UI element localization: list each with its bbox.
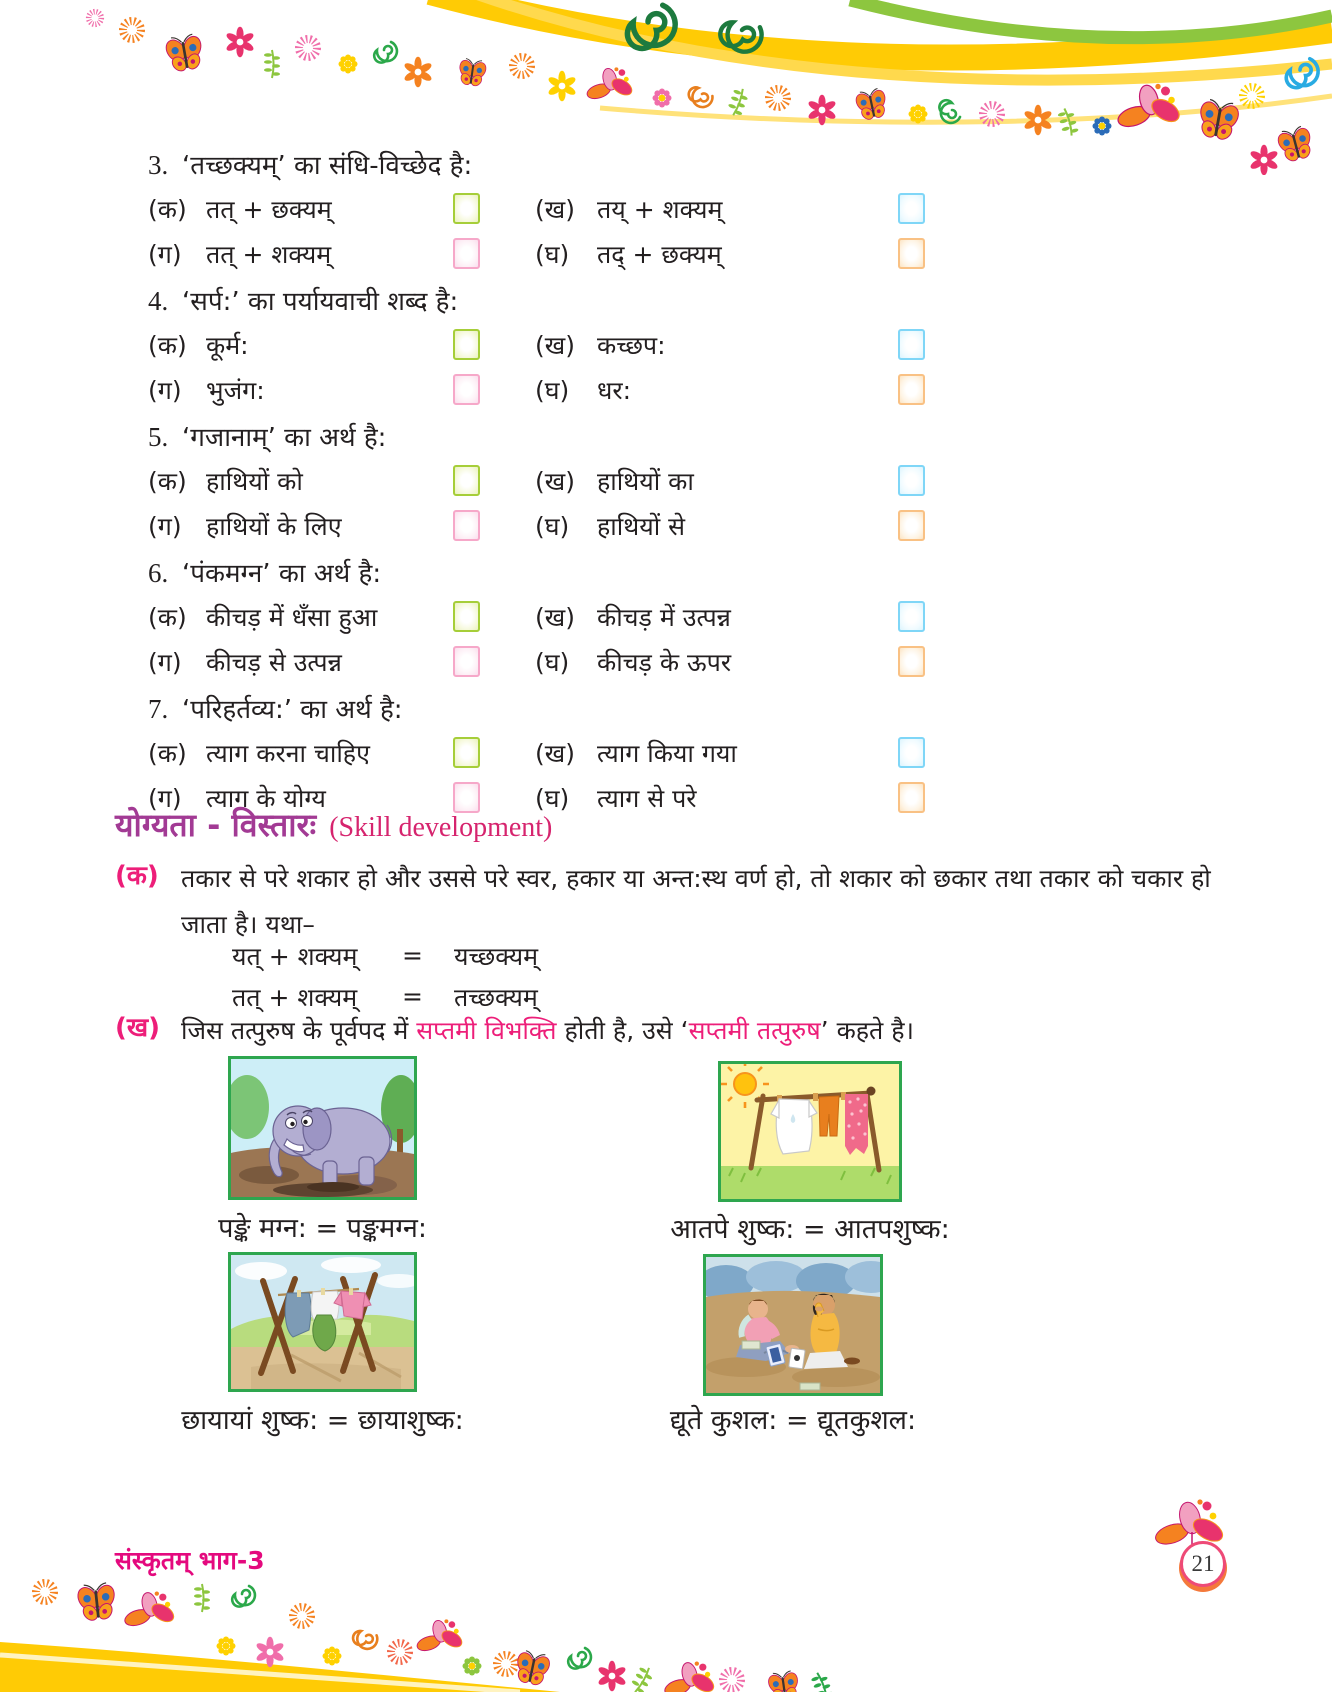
question-6 xyxy=(148,554,1218,684)
option-text: कीचड़ में धँसा हुआ xyxy=(206,602,378,632)
answer-checkbox-q6-ga[interactable] xyxy=(453,646,480,677)
answer-checkbox-q4-ga[interactable] xyxy=(453,374,480,405)
option-text: त्याग करना चाहिए xyxy=(206,738,370,768)
example-figure xyxy=(670,1061,950,1245)
equation-left: तत् + शक्यम् xyxy=(232,982,358,1012)
answer-checkbox-q3-gha[interactable] xyxy=(898,238,925,269)
equation-right: तच्छक्यम् xyxy=(454,982,538,1012)
option-label-ga: (ग) xyxy=(148,239,182,269)
clothes-drying-in-shade-image xyxy=(228,1252,417,1392)
option-text: तय् + शक्यम् xyxy=(597,194,723,224)
question-text: ‘परिहर्तव्य:’ का अर्थ है: xyxy=(182,695,403,725)
answer-checkbox-q5-kha[interactable] xyxy=(898,465,925,496)
answer-checkbox-q5-gha[interactable] xyxy=(898,510,925,541)
answer-checkbox-q7-ka[interactable] xyxy=(453,737,480,768)
option-text: कीचड़ में उत्पन्न xyxy=(597,602,731,632)
option-label-gha: (घ) xyxy=(535,239,570,269)
book-title: संस्कृतम् भाग-3 xyxy=(115,1546,265,1575)
option-text: कच्छप: xyxy=(597,330,666,360)
answer-checkbox-q4-kha[interactable] xyxy=(898,329,925,360)
option-text: तत् + छक्यम् xyxy=(206,194,332,224)
answer-checkbox-q5-ka[interactable] xyxy=(453,465,480,496)
option-text: त्याग किया गया xyxy=(597,738,737,768)
option-text: हाथियों को xyxy=(206,466,303,496)
option-label-ga: (ग) xyxy=(148,511,182,541)
question-text: ‘तच्छक्यम्’ का संधि-विच्छेद है: xyxy=(182,151,473,181)
option-label-kha: (ख) xyxy=(535,194,575,224)
option-text: हाथियों से xyxy=(597,511,686,541)
question-text: ‘पंकमग्न’ का अर्थ है: xyxy=(182,559,382,589)
option-text: त्याग से परे xyxy=(597,783,697,813)
question-text: ‘गजानाम्’ का अर्थ है: xyxy=(182,423,387,453)
question-5 xyxy=(148,418,1218,548)
question-number: 7. xyxy=(148,694,169,724)
page-number-badge xyxy=(1180,1541,1226,1587)
option-label-ka: (क) xyxy=(148,738,187,768)
option-text: हाथियों का xyxy=(597,466,694,496)
option-label-kha: (ख) xyxy=(535,466,575,496)
sandhi-equations xyxy=(232,935,538,1017)
answer-checkbox-q6-gha[interactable] xyxy=(898,646,925,677)
men-playing-cards-image xyxy=(703,1254,883,1396)
answer-checkbox-q6-kha[interactable] xyxy=(898,601,925,632)
question-number: 3. xyxy=(148,150,169,180)
point-text: तकार से परे शकार हो और उससे परे स्वर, हकार या अन्त:स्थ वर्ण हो, तो शकार को छकार तथा तकार को चकार हो जाता है। यथा– xyxy=(181,864,1211,939)
figure-caption: आतपे शुष्क: = आतपशुष्क: xyxy=(670,1214,950,1245)
equation-left: यत् + शक्यम् xyxy=(232,941,358,971)
option-text: कूर्म: xyxy=(206,330,249,360)
answer-checkbox-q3-ga[interactable] xyxy=(453,238,480,269)
equals-sign: = xyxy=(402,941,423,970)
answer-checkbox-q7-kha[interactable] xyxy=(898,737,925,768)
option-label-gha: (घ) xyxy=(535,511,570,541)
option-label-ga: (ग) xyxy=(148,375,182,405)
equals-sign: = xyxy=(402,982,423,1011)
option-label-ga: (ग) xyxy=(148,647,182,677)
section-heading xyxy=(115,803,552,846)
option-label-gha: (घ) xyxy=(535,647,570,677)
answer-checkbox-q3-kha[interactable] xyxy=(898,193,925,224)
figure-caption: छायायां शुष्क: = छायाशुष्क: xyxy=(181,1405,464,1436)
question-7 xyxy=(148,690,1218,820)
figure-caption: पङ्के मग्न: = पङ्कमग्न: xyxy=(218,1213,427,1244)
option-text: तत् + शक्यम् xyxy=(206,239,332,269)
option-label-kha: (ख) xyxy=(535,330,575,360)
skill-point-b xyxy=(115,1008,1225,1054)
highlighted-term: सप्तमी तत्पुरुष xyxy=(688,1016,821,1045)
option-label-kha: (ख) xyxy=(535,602,575,632)
option-text: भुजंग: xyxy=(206,375,265,405)
option-text: कीचड़ के ऊपर xyxy=(597,647,732,677)
option-label-ka: (क) xyxy=(148,330,187,360)
question-number: 6. xyxy=(148,558,169,588)
option-label-ga: (ग) xyxy=(148,783,182,813)
question-text: ‘सर्प:’ का पर्यायवाची शब्द है: xyxy=(182,287,459,317)
answer-checkbox-q5-ga[interactable] xyxy=(453,510,480,541)
option-label-kha: (ख) xyxy=(535,738,575,768)
option-label-ka: (क) xyxy=(148,602,187,632)
option-text: तद् + छक्यम् xyxy=(597,239,722,269)
clothes-drying-in-sun-image xyxy=(718,1061,902,1202)
option-label-gha: (घ) xyxy=(535,375,570,405)
option-label-ka: (क) xyxy=(148,194,187,224)
point-label: (क) xyxy=(115,861,159,891)
equation-row xyxy=(232,935,538,976)
example-figure xyxy=(218,1056,427,1244)
question-number: 4. xyxy=(148,286,169,316)
example-figure xyxy=(669,1254,917,1436)
question-4 xyxy=(148,282,1218,412)
question-number: 5. xyxy=(148,422,169,452)
answer-checkbox-q7-gha[interactable] xyxy=(898,782,925,813)
page-number: 21 xyxy=(1191,1551,1215,1576)
equation-right: यच्छक्यम् xyxy=(454,941,539,971)
figure-caption: द्यूते कुशल: = द्यूतकुशल: xyxy=(669,1405,917,1436)
section-heading-hindi: योग्यता - विस्तारः xyxy=(115,806,317,844)
highlighted-term: सप्तमी विभक्ति xyxy=(416,1016,557,1045)
question-3 xyxy=(148,146,1218,276)
answer-checkbox-q6-ka[interactable] xyxy=(453,601,480,632)
option-label-ka: (क) xyxy=(148,466,187,496)
option-text: हाथियों के लिए xyxy=(206,511,342,541)
option-text: धर: xyxy=(597,375,632,405)
section-heading-english: (Skill development) xyxy=(329,812,553,843)
point-text: जिस तत्पुरुष के पूर्वपद में सप्तमी विभक्ति होती है, उसे ‘सप्तमी तत्पुरुष’ कहते है। xyxy=(181,1016,914,1045)
option-text: कीचड़ से उत्पन्न xyxy=(206,647,342,677)
option-text: त्याग के योग्य xyxy=(206,783,326,813)
point-label: (ख) xyxy=(115,1013,161,1043)
answer-checkbox-q4-gha[interactable] xyxy=(898,374,925,405)
elephant-in-mud-image xyxy=(228,1056,417,1200)
mcq-question-list xyxy=(148,146,1218,820)
option-label-gha: (घ) xyxy=(535,783,570,813)
answer-checkbox-q4-ka[interactable] xyxy=(453,329,480,360)
answer-checkbox-q3-ka[interactable] xyxy=(453,193,480,224)
example-figure xyxy=(181,1252,464,1436)
